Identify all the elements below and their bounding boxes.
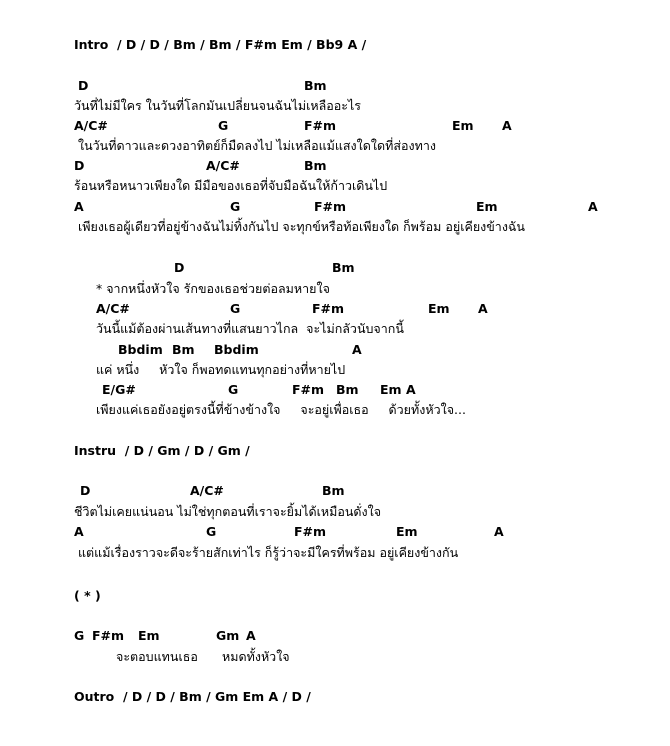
chord-label: A (502, 118, 512, 133)
section-chord-line: Intro / D / D / Bm / Bm / F#m Em / Bb9 A / (74, 37, 367, 52)
chord-label: Em (452, 118, 474, 133)
chord-label: Bm (336, 382, 359, 397)
chord-label: A (588, 199, 598, 214)
chord-label: Em (428, 301, 450, 316)
chord-label: Bbdim (214, 342, 259, 357)
chord-label: A (74, 199, 84, 214)
chord-label: G (206, 524, 217, 539)
chord-label: G (230, 199, 241, 214)
chord-label: Bm (172, 342, 195, 357)
lyric-line: ชีวิตไม่เคยแน่นอน ไม่ใช่ทุกตอนที่เราจะยิ้มได้เหมือนดั่งใจ (74, 504, 382, 519)
chord-label: F#m (312, 301, 345, 316)
chord-label: F#m (292, 382, 325, 397)
lyric-line: เพียงเธอผู้เดียวที่อยู่ข้างฉันไม่ทิ้งกันไป จะทุกข์หรือท้อเพียงใด ก็พร้อม อยู่เคียงข้างฉัน (78, 219, 525, 234)
chord-label: A (74, 524, 84, 539)
chord-label: Bm (304, 158, 327, 173)
section-chord-line: Instru / D / Gm / D / Gm / (74, 443, 250, 458)
chord-label: Em (476, 199, 498, 214)
chord-label: A (352, 342, 362, 357)
chord-label: F#m (92, 628, 125, 643)
lyric-fragment: หมดทั้งหัวใจ (222, 649, 290, 664)
lyric-line: แค่ หนึ่ง หัวใจ ก็พอทดแทนทุกอย่างที่หายไป (96, 362, 346, 377)
chord-label: Gm (216, 628, 240, 643)
lyric-line: แต่แม้เรื่องราวจะดีจะร้ายสักเท่าไร ก็รู้ว่าจะมีใครที่พร้อม อยู่เคียงข้างกัน (78, 545, 459, 560)
chord-label: D (78, 78, 89, 93)
lyric-fragment: จะตอบแทนเธอ (116, 649, 198, 664)
chord-label: Bm (332, 260, 355, 275)
chord-label: G (230, 301, 241, 316)
section-chord-line: Outro / D / D / Bm / Gm Em A / D / (74, 689, 311, 704)
chord-label: Bm (304, 78, 327, 93)
chord-label: A (478, 301, 488, 316)
lyric-line: เพียงแค่เธอยังอยู่ตรงนี้ที่ข้างข้างใจ จะอยู่เพื่อเธอ ด้วยทั้งหัวใจ... (96, 402, 466, 417)
lyric-line: ในวันที่ดาวและดวงอาทิตย์ก็มืดลงไป ไม่เหลือแม้แสงใดใดที่ส่องทาง (78, 138, 436, 153)
lyric-line: วันนี้แม้ต้องผ่านเส้นทางที่แสนยาวไกล จะไม่กลัวนับจากนี้ (96, 321, 404, 336)
chord-label: G (74, 628, 85, 643)
chord-label: D (80, 483, 91, 498)
chord-label: F#m (314, 199, 347, 214)
chord-label: Em (138, 628, 160, 643)
chord-label: D (174, 260, 185, 275)
chord-label: F#m (304, 118, 337, 133)
chord-label: A/C# (190, 483, 224, 498)
chord-label: A/C# (74, 118, 108, 133)
chord-label: G (218, 118, 229, 133)
chord-label: Bm (322, 483, 345, 498)
chord-label: D (74, 158, 85, 173)
chord-label: Em (380, 382, 402, 397)
lyric-line: * จากหนึ่งหัวใจ รักของเธอช่วยต่อลมหายใจ (96, 281, 330, 296)
chord-label: A/C# (206, 158, 240, 173)
chord-label: G (228, 382, 239, 397)
chord-label: A (246, 628, 256, 643)
lyric-line: ร้อนหรือหนาวเพียงใด มีมือของเธอที่จับมือฉันให้ก้าวเดินไป (74, 178, 388, 193)
lyric-line: วันที่ไม่มีใคร ในวันที่โลกมันเปลี่ยนจนฉันไม่เหลืออะไร (74, 98, 361, 113)
chord-label: A (494, 524, 504, 539)
chord-label: Bbdim (118, 342, 163, 357)
chord-label: Em (396, 524, 418, 539)
chord-label: E/G# (102, 382, 136, 397)
chord-label: F#m (294, 524, 327, 539)
section-chord-line: ( * ) (74, 588, 101, 603)
chord-label: A (406, 382, 416, 397)
chord-label: A/C# (96, 301, 130, 316)
